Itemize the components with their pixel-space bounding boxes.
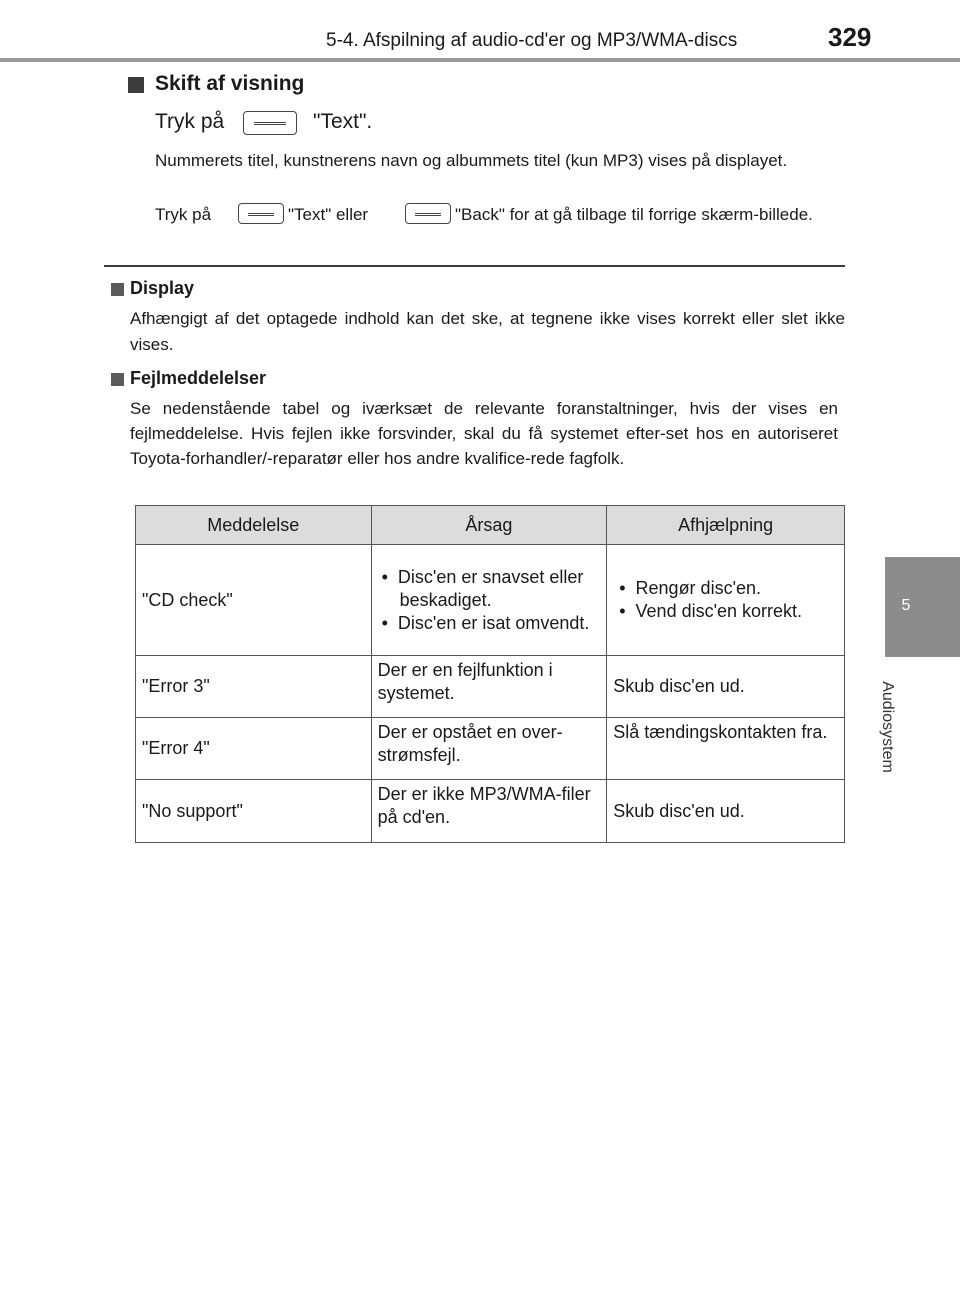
message-cell: "Error 3"	[136, 656, 372, 718]
table-row	[136, 780, 845, 843]
remedy-cell: Slå tændingskontakten fra.	[607, 718, 845, 780]
text-button-icon	[238, 203, 284, 224]
return-instruction	[155, 202, 845, 252]
remedy-cell	[607, 545, 845, 656]
step-instruction	[155, 110, 555, 138]
cause-cell	[371, 545, 607, 656]
note-text-display: Afhængigt af det optagede indhold kan det ske, at tegnene ikke vises korrekt eller slet ikke vises.	[130, 309, 845, 354]
chapter-tab-number: 5	[901, 597, 911, 614]
table-row	[136, 718, 845, 780]
note-heading-display: Display	[130, 278, 195, 298]
remedy-cell: Skub disc'en ud.	[607, 656, 845, 718]
message-cell: "CD check"	[136, 545, 372, 656]
note-square-icon	[111, 283, 124, 296]
section-heading: Skift af visning	[155, 72, 305, 95]
table-row	[136, 545, 845, 656]
note-text-errors: Se nedenstående tabel og iværksæt de relevante foranstaltninger, hvis der vises en fejlmeddelelse. Hvis fejlen ikke forsvinder, skal du få systemet efter-set hos en autoriseret Toyota-forhandler/-reparatør eller hos andre kvalifice-rede fagfolk.	[130, 399, 838, 468]
return-middle: "Text" eller	[288, 205, 369, 224]
column-header: Afhjælpning	[607, 506, 845, 545]
return-suffix: "Back" for at gå tilbage til forrige skærm-billede.	[455, 205, 813, 224]
table-header-row	[136, 506, 845, 545]
text-button-icon	[243, 111, 297, 135]
column-header: Meddelelse	[136, 506, 372, 545]
header-divider	[0, 58, 960, 62]
page-number: 329	[828, 22, 872, 52]
table-row	[136, 656, 845, 718]
heading-square-icon	[128, 77, 144, 93]
chapter-title: 5-4. Afspilning af audio-cd'er og MP3/WMA-discs	[326, 30, 738, 51]
remedy-item: • Vend disc'en korrekt.	[619, 601, 803, 621]
cause-cell: Der er en fejlfunktion i systemet.	[371, 656, 607, 718]
step-suffix: "Text".	[313, 110, 373, 133]
message-cell: "No support"	[136, 780, 372, 843]
step-prefix: Tryk på	[155, 110, 225, 133]
remedy-item: • Rengør disc'en.	[619, 578, 762, 598]
back-button-icon	[405, 203, 451, 224]
column-header: Årsag	[371, 506, 607, 545]
section-divider	[104, 265, 845, 267]
step-description: Nummerets titel, kunstnerens navn og albummets titel (kun MP3) vises på displayet.	[155, 151, 788, 170]
note-heading-errors: Fejlmeddelelser	[130, 368, 267, 388]
error-message-table	[135, 505, 845, 843]
note-square-icon	[111, 373, 124, 386]
cause-cell: Der er ikke MP3/WMA-filer på cd'en.	[371, 780, 607, 843]
cause-item: • Disc'en er isat omvendt.	[381, 612, 590, 633]
return-prefix: Tryk på	[155, 205, 212, 224]
chapter-tab-label: Audiosystem	[879, 681, 896, 773]
message-cell: "Error 4"	[136, 718, 372, 780]
cause-item: • Disc'en er snavset eller beskadiget.	[381, 566, 584, 610]
remedy-cell: Skub disc'en ud.	[607, 780, 845, 843]
cause-cell: Der er opstået en over-strømsfejl.	[371, 718, 607, 780]
